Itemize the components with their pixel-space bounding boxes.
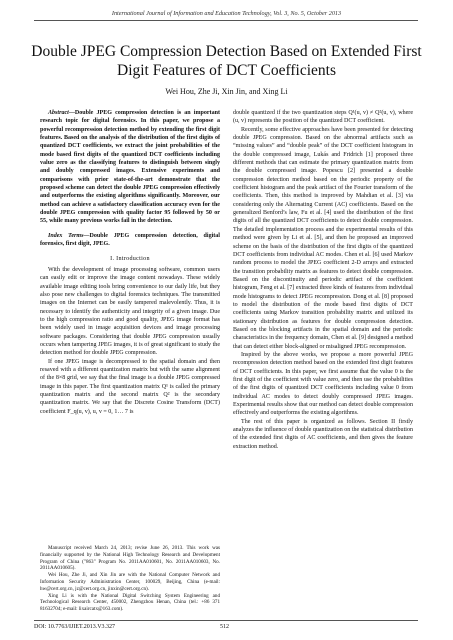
left-column [40,109,220,416]
paper-title: Double JPEG Compression Detection Based on Extended First Digit Features of DCT Coefficients [31,43,422,79]
right-paragraph: Recently, some effective approaches have been presented for detecting double JPEG compression. Based on the abnormal artifacts such as “missing values” and “double peak” of the DCT coefficient histogram in the double compressed image, Lukás and Fridrich [1] proposed three different methods that can estimate the primary quantization matrix from the double compressed image. Popescu [2] presented a double compression detection method based on the periodic property of the coefficient histogram and the peak artifact of the Fourier transform of the coefficients. Then, this method is improved by Mahdian et al. [3] via considering only the Alternating Current (AC) coefficients. Based on the generalized Benford’s law, Fu et al. [4] used the distribution of the first digits of all the quantized DCT coefficients to detect double compression. The detailed implementation process and the experimental results of this method were given by Li et al. [5], and then he proposed an improved scheme on the basis of the distribution of the first digits of the quantized DCT coefficients from individual AC modes. Chen et al. [6] used Markov random process to model the JPEG coefficient 2-D arrays and extracted the transition probability matrix as features to detect double compression. Based on the discontinuity and periodic artifact of the coefficient histogram, Feng et al. [7] extracted three kinds of features from individual mode histograms to detect JPEG recompression. Dong et al. [8] proposed to model the distribution of the mode based first digits of DCT coefficients using Markov transition probability matrix and utilized its stationary distribution as features for double compression detection. Based on the blocking artifacts in the spatial domain and the periodic characteristics in the frequency domain, Chen et al. [9] designed a method that can detect either block-aligned or misaligned JPEG recompression. [233,126,413,350]
footer-rule [34,620,418,621]
index-terms-label: Index Terms [48,232,84,239]
section-heading-introduction: I. Introduction [110,255,150,262]
right-paragraph: Inspired by the above works, we propose a more powerful JPEG recompression detection method based on the extended first digit features of DCT coefficients. In this paper, we first assume that the value 0 is the first digit of the coefficient with value zero, and then use the probabilities of the first digits of quantized DCT coefficients including value 0 from individual AC modes to detect doubly compressed JPEG images. Experimental results show that our method can detect double compression effectively and outperforms the existing algorithms. [233,351,413,417]
abstract [40,109,220,226]
left-paragraph: With the development of image processing software, common users can easily edit or improve the image content nowadays. These widely available image editing tools bring convenience to our daily life, but they also pose new challenges to digital forensics techniques. The transmitted images on the Internet can be easily tampered malevolently. Thus, it is necessary to identify the authenticity and integrity of a given image. Due to the high compression ratio and good quality, JPEG image format has been widely used in image acquisition devices and image processing software packages. Considering that double JPEG compression usually occurs when tampering JPEG images, it is of great significant to study the detection method for double JPEG compression. [40,266,220,357]
footnote: Xing Li is with the National Digital Switching System Engineering and Technological Research Center, 450002, Zhengzhou Henan, China (tel.: +86 371 81632704; e-mail: lixaircatx@163.com). [40,592,220,613]
abstract-label: Abstract [48,110,69,116]
journal-header: International Journal of Information and Education Technology, Vol. 3, No. 5, October 2013 [111,10,342,17]
index-terms-text: —Double JPEG compression detection, digital forensics, first digit, JPEG. [40,232,220,248]
right-paragraph: The rest of this paper is organized as follows. Section II firstly analyzes the influence of double quantization on the statistical distribution of the extended first digits of AC coefficients, and then gives the feature extraction method. [233,418,413,450]
footnotes [40,545,220,613]
footnote: Wei Hou, Zhe Ji, and Xin Jin are with the National Computer Network and Information Security Administration Center, 100029, Beijing, China (e-mail: hw@cert.org.cn, jz@cert.org.cn, jinxin@cert.org.cn). [40,572,220,592]
footnote: Manuscript received March 24, 2013; revise June 26, 2013. This work was financially supported by the National High Technology Research and Development Program of China ("863" Program No. 2011AA010601, No. 2011AA010603, No. 2011AA010605). [40,545,220,572]
paper-authors: Wei Hou, Zhe Ji, Xin Jin, and Xing Li [165,87,288,96]
right-paragraph: double quantized if the two quantization steps Q¹(u, v) ≠ Q²(u, v), where (u, v) represents the position of the quantized DCT coefficient. [233,110,413,125]
header-rule [34,20,418,21]
abstract-text: —Double JPEG compression detection is an important research topic for digital forensics. In this paper, we propose a powerful recompression detection method by extending the first digit features. Based on the analysis of the distribution of the first digits of quantized DCT coefficients, we extract the joint probabilities of the mode based first digits of the quantized DCT coefficients including value zero as the classifying features to distinguish between singly and doubly compressed images. Extensive experiments and comparisons with prior state-of-the-art demonstrate that the proposed scheme can detect the double JPEG compression effectively and outperforms the existing algorithms significantly. Moreover, our method can achieve a satisfactory classification accuracy even for the double JPEG compression with quality factor 95 followed by 50 or 55, while many previous works fail in the detection. [40,110,220,225]
footer-doi: DOI: 10.7763/IJIET.2013.V3.327 [34,624,116,630]
page-number: 512 [220,624,229,630]
index-terms [40,232,220,249]
left-paragraph: If one JPEG image is decompressed to the spatial domain and then resaved with a different quantization matrix but with the same alignment of the 8×8 grid, we say that the final image is a double JPEG compressed image in this paper. The first quantization matrix Q¹ is called the primary quantization matrix and the second matrix Q² is the secondary quantization matrix. We say that the Discrete Cosine Transform (DCT) coefficient F_q(u, v), u, v = 0, 1… 7 is [40,358,220,415]
right-column [233,109,413,451]
